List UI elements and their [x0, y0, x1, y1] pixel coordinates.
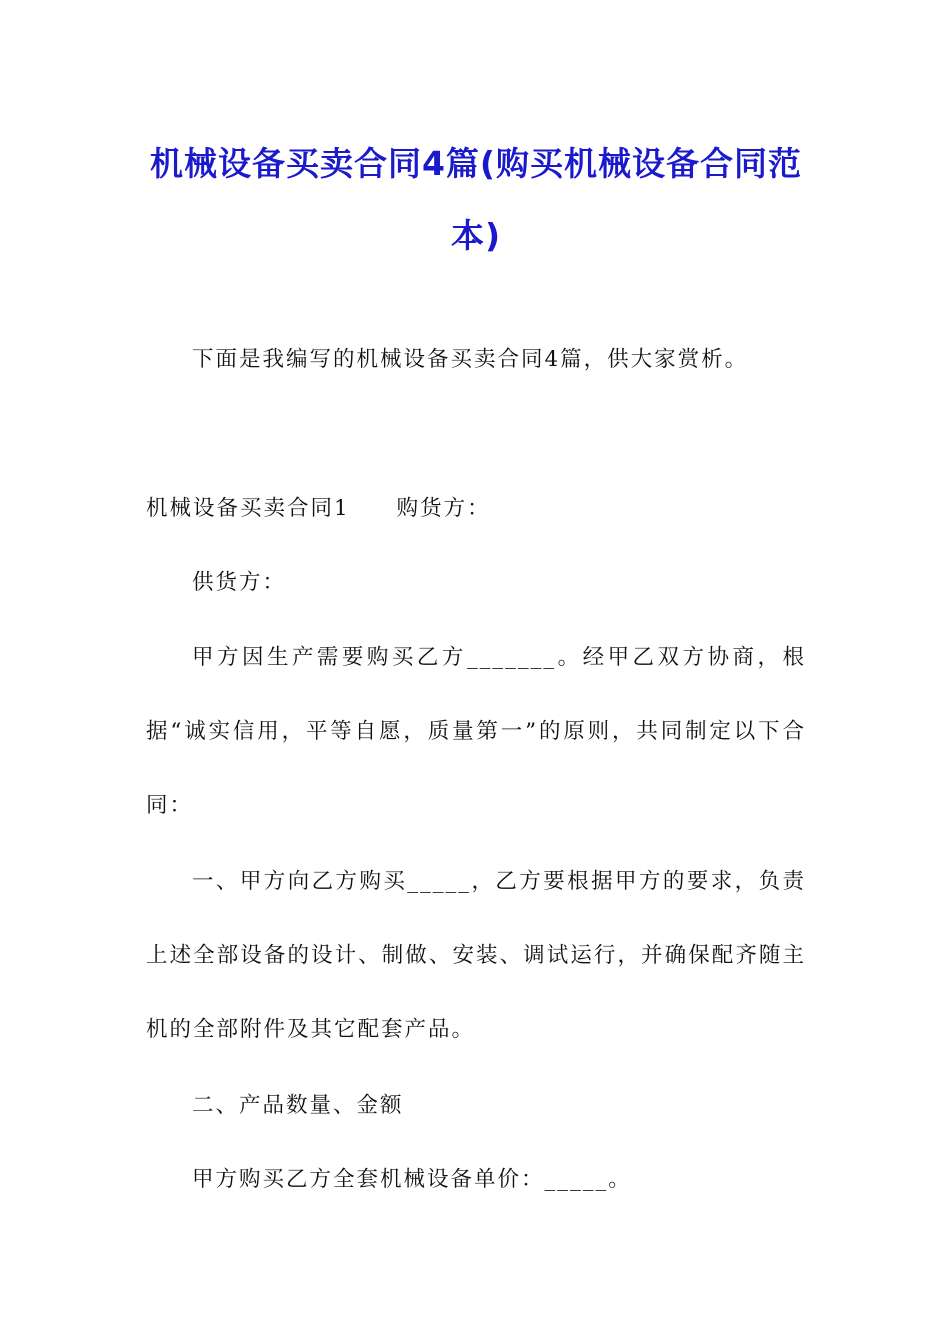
clause-1-paragraph: 一、甲方向乙方购买_____，乙方要根据甲方的要求，负责上述全部设备的设计、制做、安装、调试运行，并确保配齐随主机的全部附件及其它配套产品。 — [146, 869, 806, 1042]
contract-heading-line: 机械设备买卖合同1 购货方： — [146, 496, 491, 521]
supplier-line: 供货方： — [192, 570, 287, 595]
clause-2-price-paragraph: 甲方购买乙方全套机械设备单价：_____。 — [192, 1167, 632, 1192]
intro-paragraph: 下面是我编写的机械设备买卖合同4篇，供大家赏析。 — [192, 347, 749, 372]
clause-2-heading: 二、产品数量、金额 — [192, 1093, 404, 1118]
document-title: 机械设备买卖合同4篇(购买机械设备合同范本) — [149, 144, 803, 255]
purpose-paragraph: 甲方因生产需要购买乙方_______。经甲乙双方协商，根据“诚实信用，平等自愿，质量第一”的原则，共同制定以下合同： — [146, 645, 806, 818]
